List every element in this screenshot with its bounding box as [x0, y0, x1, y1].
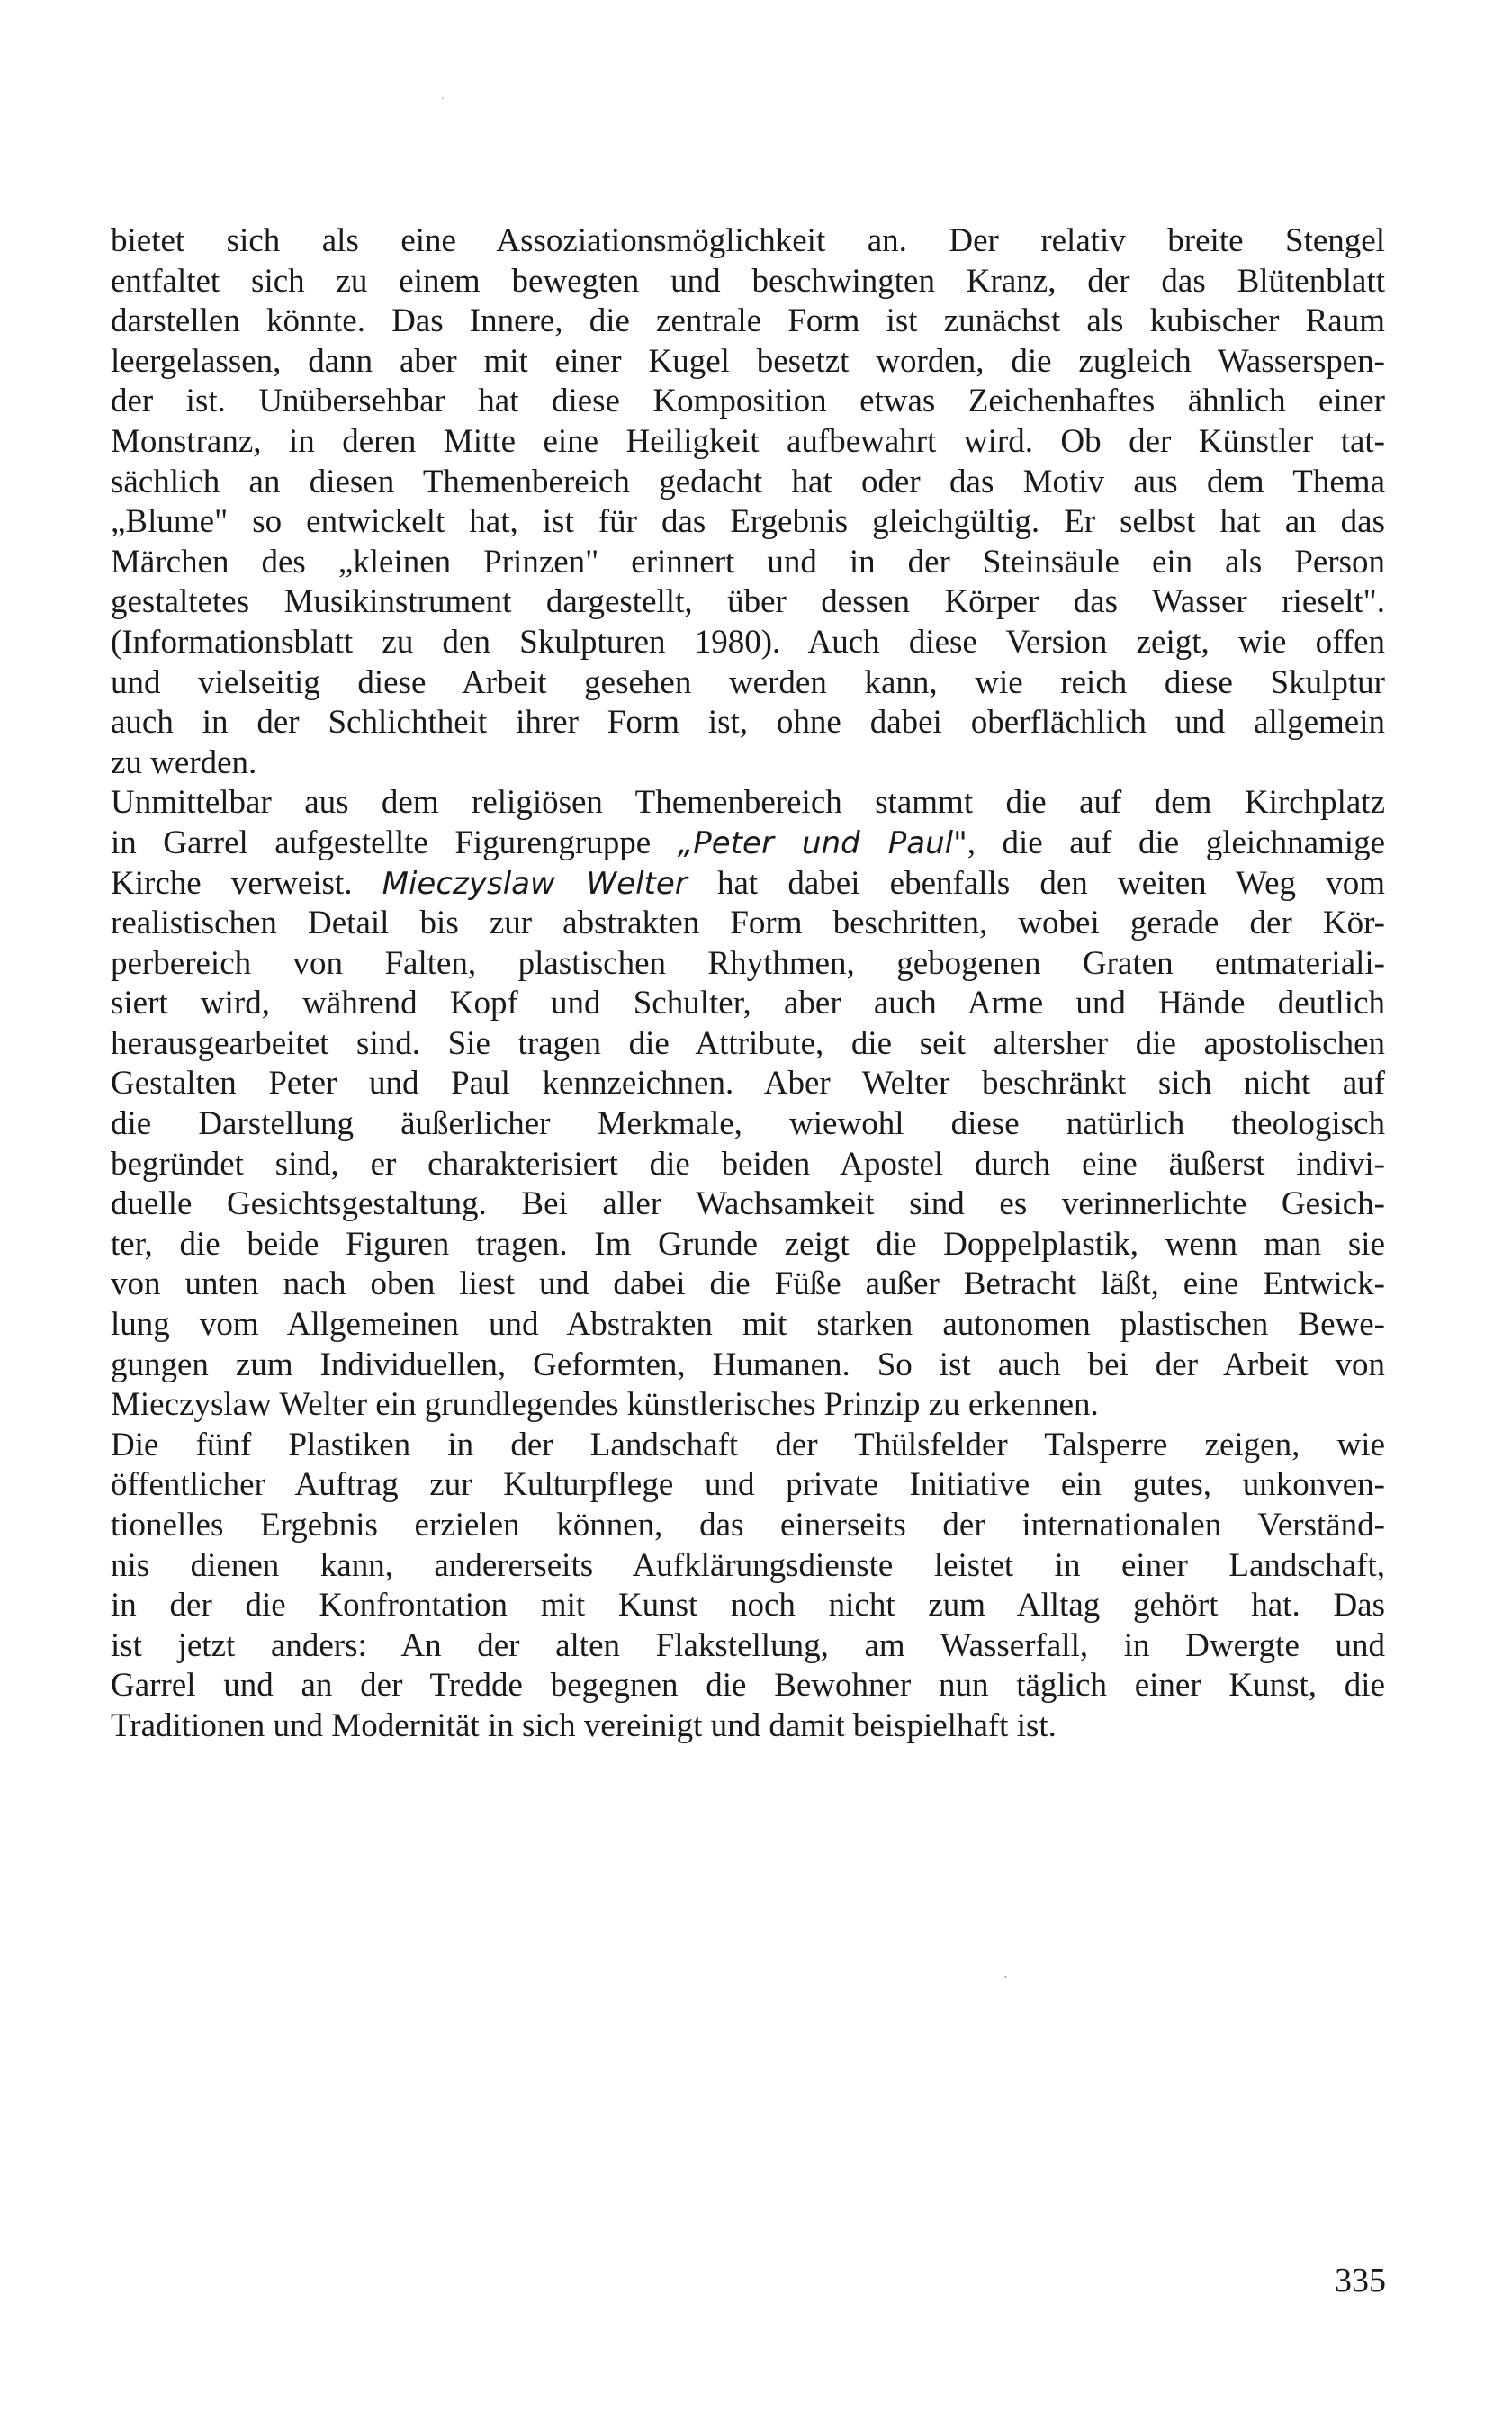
- text-line: entfaltet sich zu einem bewegten und beschwingten Kranz, der das Blütenblatt: [111, 262, 1385, 300]
- text-line: Gestalten Peter und Paul kennzeichnen. Aber Welter beschränkt sich nicht auf: [111, 1065, 1385, 1102]
- text-line: leergelassen, dann aber mit einer Kugel besetzt worden, die zugleich Wasserspen-: [111, 342, 1385, 380]
- text-line: Mieczyslaw Welter ein grundlegendes künstlerisches Prinzip zu erkennen.: [111, 1386, 1099, 1424]
- paragraph: [111, 221, 1385, 783]
- text-line: bietet sich als eine Assoziationsmöglichkeit an. Der relativ breite Stengel: [111, 222, 1385, 259]
- page-number: 335: [1335, 2262, 1386, 2300]
- text-line: zu werden.: [111, 743, 257, 781]
- text-line: duelle Gesichtsgestaltung. Bei aller Wachsamkeit sind es verinnerlichte Gesich-: [111, 1185, 1385, 1223]
- text-line: Monstranz, in deren Mitte eine Heiligkeit aufbewahrt wird. Ob der Künstler tat-: [111, 422, 1385, 460]
- italic-name: „Peter und Paul": [677, 824, 968, 861]
- text-line: tionelles Ergebnis erzielen können, das einerseits der internationalen Verständ-: [111, 1507, 1385, 1544]
- text-line: nis dienen kann, andererseits Aufklärungsdienste leistet in einer Landschaft,: [111, 1546, 1385, 1584]
- text-line: Märchen des „kleinen Prinzen" erinnert und in der Steinsäule ein als Person: [111, 543, 1385, 580]
- text-line: darstellen könnte. Das Innere, die zentrale Form ist zunächst als kubischer Raum: [111, 302, 1385, 340]
- text-line: lung vom Allgemeinen und Abstrakten mit starken autonomen plastischen Bewe-: [111, 1306, 1385, 1344]
- text-line: begründet sind, er charakterisiert die beiden Apostel durch eine äußerst indivi-: [111, 1145, 1385, 1183]
- body-text: [111, 221, 1385, 1747]
- text-line: ist jetzt anders: An der alten Flakstellung, am Wasserfall, in Dwergte und: [111, 1626, 1385, 1664]
- text-line: Unmittelbar aus dem religiösen Themenbereich stammt die auf dem Kirchplatz: [111, 784, 1385, 822]
- text-line: Traditionen und Modernität in sich vereinigt und damit beispielhaft ist.: [111, 1706, 1057, 1744]
- text-line: in Garrel aufgestellte Figurengruppe „Peter und Paul", die auf die gleichnamige: [111, 824, 1386, 861]
- scan-speck: [1004, 1976, 1007, 1978]
- text-line: und vielseitig diese Arbeit gesehen werden kann, wie reich diese Skulptur: [111, 663, 1385, 701]
- italic-name: Mieczyslaw Welter: [382, 865, 688, 902]
- text-line: Kirche verweist. Mieczyslaw Welter hat dabei ebenfalls den weiten Weg vom: [111, 864, 1385, 902]
- text-line: perbereich von Falten, plastischen Rhythmen, gebogenen Graten entmateriali-: [111, 944, 1385, 982]
- text-line: von unten nach oben liest und dabei die Füße außer Betracht läßt, eine Entwick-: [111, 1265, 1385, 1303]
- text-line: gestaltetes Musikinstrument dargestellt, über dessen Körper das Wasser rieselt".: [111, 583, 1385, 621]
- text-line: Die fünf Plastiken in der Landschaft der Thülsfelder Talsperre zeigen, wie: [111, 1426, 1385, 1463]
- text-line: Garrel und an der Tredde begegnen die Bewohner nun täglich einer Kunst, die: [111, 1667, 1385, 1705]
- text-line: ter, die beide Figuren tragen. Im Grunde zeigt die Doppelplastik, wenn man sie: [111, 1225, 1385, 1263]
- paragraph: [111, 1426, 1385, 1747]
- paragraph: [111, 783, 1385, 1426]
- text-line: siert wird, während Kopf und Schulter, aber auch Arme und Hände deutlich: [111, 985, 1385, 1022]
- text-line: realistischen Detail bis zur abstrakten Form beschritten, wobei gerade der Kör-: [111, 904, 1385, 942]
- text-line: gungen zum Individuellen, Geformten, Humanen. So ist auch bei der Arbeit von: [111, 1346, 1385, 1383]
- text-line: „Blume" so entwickelt hat, ist für das Ergebnis gleichgültig. Er selbst hat an das: [111, 503, 1385, 541]
- text-line: öffentlicher Auftrag zur Kulturpflege und private Initiative ein gutes, unkonven-: [111, 1466, 1385, 1504]
- scan-speck: [442, 97, 444, 99]
- text-line: der ist. Unübersehbar hat diese Komposition etwas Zeichenhaftes ähnlich einer: [111, 382, 1385, 420]
- text-line: auch in der Schlichtheit ihrer Form ist, ohne dabei oberflächlich und allgemein: [111, 704, 1385, 742]
- text-line: die Darstellung äußerlicher Merkmale, wiewohl diese natürlich theologisch: [111, 1105, 1385, 1143]
- text-line: herausgearbeitet sind. Sie tragen die Attribute, die seit altersher die apostolischen: [111, 1024, 1385, 1062]
- text-line: sächlich an diesen Themenbereich gedacht hat oder das Motiv aus dem Thema: [111, 463, 1385, 500]
- text-line: in der die Konfrontation mit Kunst noch nicht zum Alltag gehört hat. Das: [111, 1587, 1385, 1624]
- text-line: (Informationsblatt zu den Skulpturen 1980). Auch diese Version zeigt, wie offen: [111, 623, 1385, 661]
